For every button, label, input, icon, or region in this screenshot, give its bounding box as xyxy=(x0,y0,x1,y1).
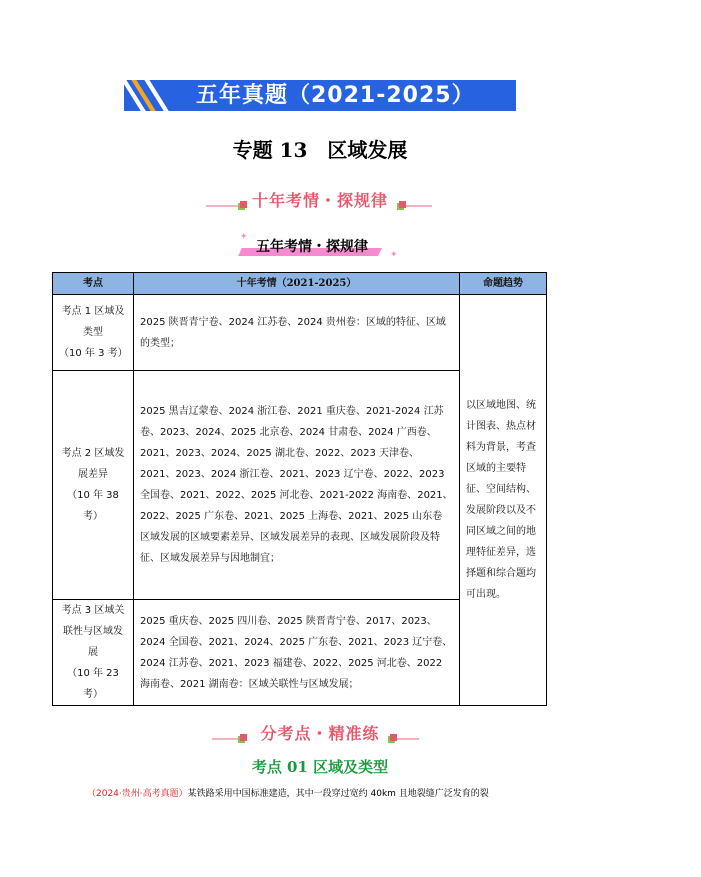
header-exam-point: 考点 xyxy=(53,273,134,295)
topic-title: 专题 13 区域发展 xyxy=(232,138,408,162)
exam-point-title: 考点 2 区域发展差异 xyxy=(61,448,125,480)
five-year-exam-banner xyxy=(124,80,516,111)
subsection-title: 五年考情・探规律 xyxy=(256,239,368,255)
exam-point-title: 考点 3 区域关联性与区域发展 xyxy=(61,605,125,658)
section-title: 分考点・精准练 xyxy=(260,724,380,743)
question-stem xyxy=(87,786,489,799)
exam-point-count: （10 年 38 考） xyxy=(67,490,119,522)
exam-point-cell xyxy=(53,295,134,371)
proposition-trend-cell: 以区域地图、统计图表、热点材料为背景，考查区域的主要特征、空间结构、发展阶段以及不同区域之间的地理特征差异，选择题和综合题均可出现。 xyxy=(460,295,547,706)
sparkle-icon: ✦ xyxy=(240,232,248,242)
question-source: （2024·贵州·高考真题） xyxy=(87,789,188,799)
exam-details-cell: 2025 陕晋青宁卷、2024 江苏卷、2024 贵州卷：区域的特征、区域的类型； xyxy=(134,295,460,371)
exam-details-cell: 2025 重庆卷、2025 四川卷、2025 陕晋青宁卷、2017、2023、2024 全国卷、2021、2024、2025 广东卷、2021、2023 辽宁卷、2024 江苏卷、2021、2023 福建卷、2022、2025 河北卷、2022 海南卷、2021 湖南卷：区域关联性与区域发展； xyxy=(134,600,460,706)
subsection-heading-five-year xyxy=(222,232,402,262)
section-heading-practice xyxy=(200,717,440,747)
sparkle-icon: ✦ xyxy=(390,250,398,260)
section-title: 十年考情・探规律 xyxy=(251,191,388,210)
banner-title: 五年真题（2021-2025） xyxy=(196,83,475,108)
header-proposition-trend: 命题趋势 xyxy=(460,273,547,295)
exam-point-cell xyxy=(53,371,134,600)
exam-point-cell xyxy=(53,600,134,706)
question-text: 某铁路采用中国标准建造，其中一段穿过宽约 40km 且地裂缝广泛发育的裂 xyxy=(187,789,489,799)
exam-point-count: （10 年 23 考） xyxy=(67,668,119,700)
exam-point-count: （10 年 3 考） xyxy=(59,348,128,359)
header-ten-year-trend: 十年考情（2021-2025） xyxy=(134,273,460,295)
table-header-row xyxy=(53,273,547,295)
exam-details-cell: 2025 黑吉辽蒙卷、2024 浙江卷、2021 重庆卷、2021-2024 江苏卷、2023、2024、2025 北京卷、2024 甘肃卷、2024 广西卷、2021、2023、2024、2025 湖北卷、2022、2023 天津卷、2021、2023、2024 浙江卷、2021、2023 辽宁卷、2022、2023 全国卷、2021、2022、2025 河北卷、2021-2022 海南卷、2021、2022、2025 广东卷、2021、2025 上海卷、2021、2025 山东卷 区域发展的区域要素差异、区域发展差异的表现、区域发展阶段及特征、区域发展差异与因地制宜； xyxy=(134,371,460,600)
section-heading-ten-year xyxy=(200,184,440,214)
exam-analysis-table xyxy=(52,272,547,706)
exam-point-title: 考点 1 区域及类型 xyxy=(61,306,125,338)
practice-topic-title: 考点 01 区域及类型 xyxy=(251,758,389,776)
table-row xyxy=(53,295,547,371)
